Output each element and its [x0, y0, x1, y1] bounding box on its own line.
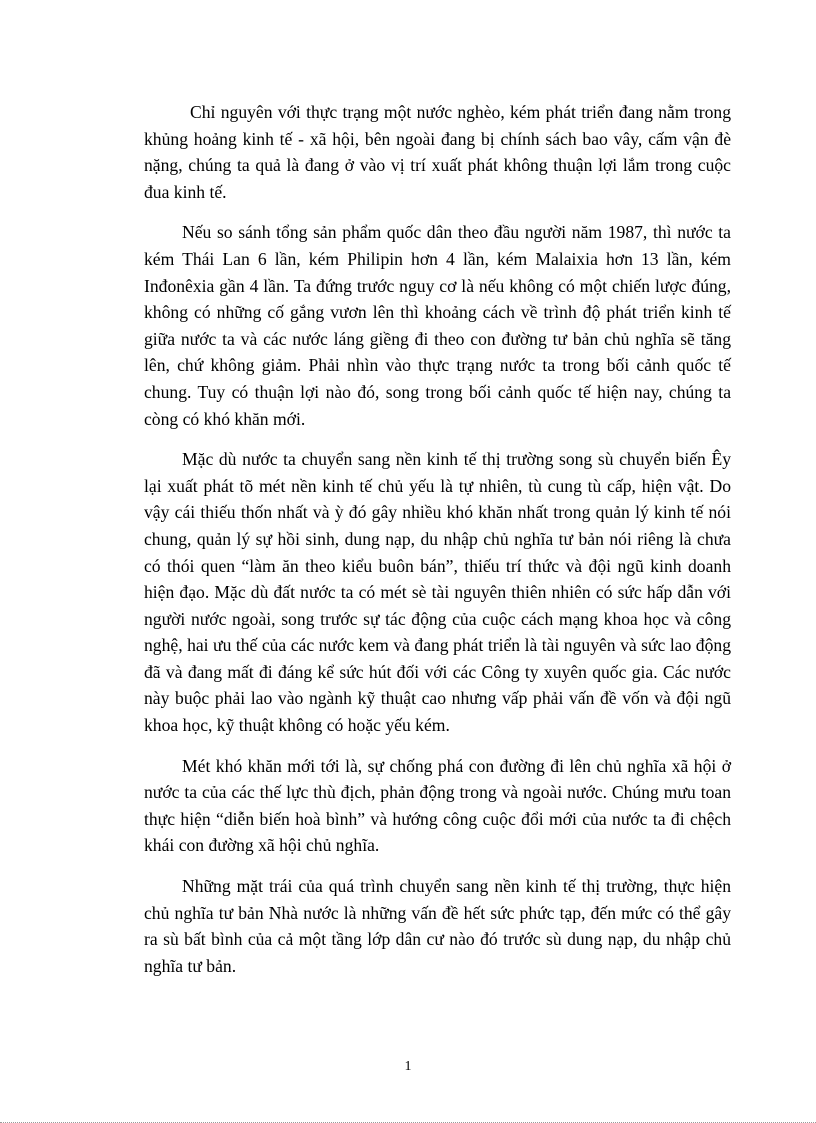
- paragraph-2: Nếu so sánh tổng sản phẩm quốc dân theo đầu người năm 1987, thì nước ta kém Thái Lan 6 lần, kém Philipin hơn 4 lần, kém Malaixia hơn 13 lần, kém Inđonêxia gần 4 lần. Ta đứng trước nguy cơ là nếu không có một chiến lược đúng, không có những cố gắng vươn lên thì khoảng cách về trình độ phát triển kinh tế giữa nước ta và các nước láng giềng đi theo con đường tư bản chủ nghĩa sẽ tăng lên, chứ không giảm. Phải nhìn vào thực trạng nước ta trong bối cảnh quốc tế chung. Tuy có thuận lợi nào đó, song trong bối cảnh quốc tế hiện nay, chúng ta còng có khó khăn mới.: [144, 222, 731, 429]
- paragraph-5: Những mặt trái của quá trình chuyển sang nền kinh tế thị trường, thực hiện chủ nghĩa tư bản Nhà nước là những vấn đề hết sức phức tạp, đến mức có thể gây ra sù bất bình của cả một tầng lớp dân cư nào đó trước sù dung nạp, du nhập chủ nghĩa tư bản.: [144, 876, 731, 976]
- paragraph-1: Chỉ nguyên với thực trạng một nước nghèo, kém phát triển đang nằm trong khủng hoảng kinh tế - xã hội, bên ngoài đang bị chính sách bao vây, cấm vận đè nặng, chúng ta quả là đang ở vào vị trí xuất phát không thuận lợi lắm trong cuộc đua kinh tế.: [144, 102, 731, 202]
- paragraph-3: Mặc dù nước ta chuyển sang nền kinh tế thị trường song sù chuyển biến Êy lại xuất phát tõ mét nền kinh tế chủ yếu là tự nhiên, tù cung tù cấp, hiện vật. Do vậy cái thiếu thốn nhất và ỳ đó gây nhiều khó khăn nhất trong quản lý kinh tế nói chung, quản lý sự hồi sinh, dung nạp, du nhập chủ nghĩa tư bản nói riêng là chưa có thói quen “làm ăn theo kiểu buôn bán”, thiếu trí thức và đội ngũ kinh doanh hiện đạo. Mặc dù đất nước ta có mét sè tài nguyên thiên nhiên có sức hấp dẫn với người nước ngoài, song trước sự tác động của cuộc cách mạng khoa học và công nghệ, hai ưu thế của các nước kem và đang phát triển là tài nguyên và sức lao động đã và đang mất đi đáng kể sức hút đối với các Công ty xuyên quốc gia. Các nước này buộc phải lao vào ngành kỹ thuật cao nhưng vấp phải vấn đề vốn và đội ngũ khoa học, kỹ thuật không có hoặc yếu kém.: [144, 449, 731, 736]
- document-body: [144, 99, 731, 993]
- page-number: 1: [404, 1059, 412, 1074]
- paragraph-4: Mét khó khăn mới tới là, sự chống phá con đường đi lên chủ nghĩa xã hội ở nước ta của các thế lực thù địch, phản động trong và ngoài nước. Chúng mưu toan thực hiện “diễn biến hoà bình” và hướng công cuộc đổi mới của nước ta đi chệch khái con đường xã hội chủ nghĩa.: [144, 755, 731, 856]
